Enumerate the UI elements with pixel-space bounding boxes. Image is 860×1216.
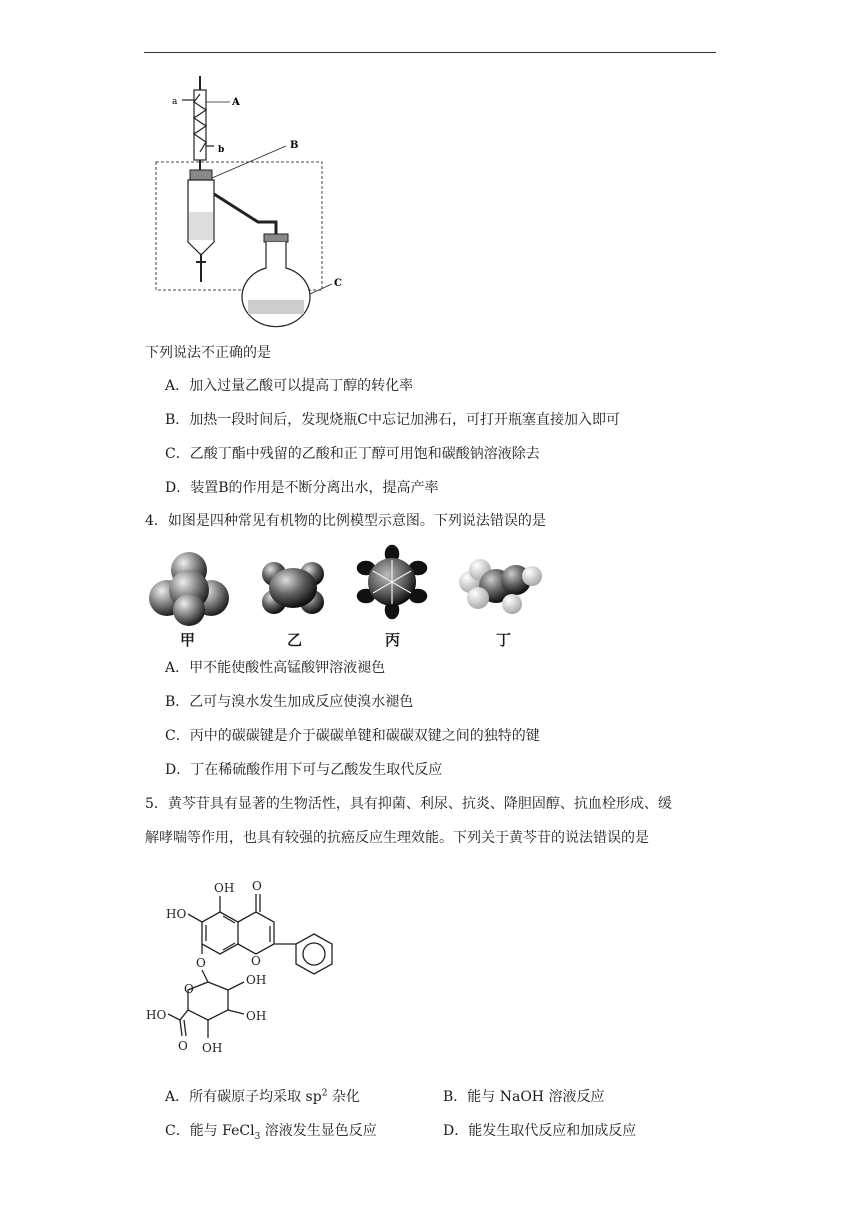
q3-option-a: A．加入过量乙酸可以提高丁醇的转化率 bbox=[165, 378, 414, 394]
label-A: A bbox=[232, 97, 240, 108]
baicalin-structure-image bbox=[140, 874, 400, 1064]
label-oh-sugar-3: OH bbox=[202, 1041, 223, 1055]
ethylene-model-image bbox=[258, 558, 328, 618]
q4-stem: 4．如图是四种常见有机物的比例模型示意图。下列说法错误的是 bbox=[145, 513, 546, 529]
label-oh-top: OH bbox=[214, 881, 235, 895]
label-o-carbonyl: O bbox=[252, 879, 262, 893]
q4-option-b: B．乙可与溴水发生加成反应使溴水褪色 bbox=[165, 694, 414, 710]
q3-option-b: B．加热一段时间后，发现烧瓶C中忘记加沸石，可打开瓶塞直接加入即可 bbox=[165, 412, 620, 428]
q3-option-d: D．装置B的作用是不断分离出水，提高产率 bbox=[165, 480, 439, 496]
label-o-glycoside: O bbox=[196, 956, 206, 970]
q4-option-a: A．甲不能使酸性高锰酸钾溶液褪色 bbox=[165, 660, 386, 676]
header-rule bbox=[144, 52, 716, 53]
label-o-acid: O bbox=[178, 1039, 188, 1053]
model-label-bing: 丙 bbox=[385, 631, 401, 649]
label-o-sugar: O bbox=[184, 982, 194, 996]
q3-option-c: C．乙酸丁酯中残留的乙酸和正丁醇可用饱和碳酸钠溶液除去 bbox=[165, 446, 540, 462]
label-B: B bbox=[290, 140, 299, 151]
q4-option-c: C．丙中的碳碳键是介于碳碳单键和碳碳双键之间的独特的键 bbox=[165, 728, 540, 744]
q5-option-c: C．能与 FeCl$_3$ 溶液发生显色反应 bbox=[165, 1123, 377, 1142]
label-o-ring: O bbox=[251, 954, 261, 968]
label-ho-left: HO bbox=[166, 907, 187, 921]
q3-stem: 下列说法不正确的是 bbox=[145, 345, 271, 361]
q5-option-a: A．所有碳原子均采取 $sp^2$ 杂化 bbox=[165, 1088, 360, 1105]
label-oh-sugar-2: OH bbox=[246, 1009, 267, 1023]
q4-option-d: D．丁在稀硫酸作用下可与乙酸发生取代反应 bbox=[165, 762, 443, 778]
label-oh-sugar-1: OH bbox=[246, 973, 267, 987]
label-a: a bbox=[172, 97, 178, 107]
label-b: b bbox=[218, 145, 225, 155]
label-C: C bbox=[334, 278, 342, 289]
model-label-ding: 丁 bbox=[496, 631, 512, 649]
distillation-apparatus-figure bbox=[150, 72, 350, 332]
model-label-jia: 甲 bbox=[180, 631, 196, 649]
label-ho-acid: HO bbox=[146, 1008, 167, 1022]
q5-option-d: D．能发生取代反应和加成反应 bbox=[443, 1123, 637, 1139]
q5-stem-line2: 解哮喘等作用，也具有较强的抗癌反应生理效能。下列关于黄芩苷的说法错误的是 bbox=[145, 830, 649, 846]
q5-stem-line1: 5．黄芩苷具有显著的生物活性，具有抑菌、利尿、抗炎、降胆固醇、抗血栓形成、缓 bbox=[145, 796, 672, 812]
q5-option-b: B．能与 NaOH 溶液反应 bbox=[443, 1089, 605, 1105]
methane-model-image bbox=[145, 548, 233, 628]
benzene-model-image bbox=[354, 544, 430, 620]
model-label-yi: 乙 bbox=[287, 631, 303, 649]
ethanol-model-image bbox=[456, 554, 546, 620]
